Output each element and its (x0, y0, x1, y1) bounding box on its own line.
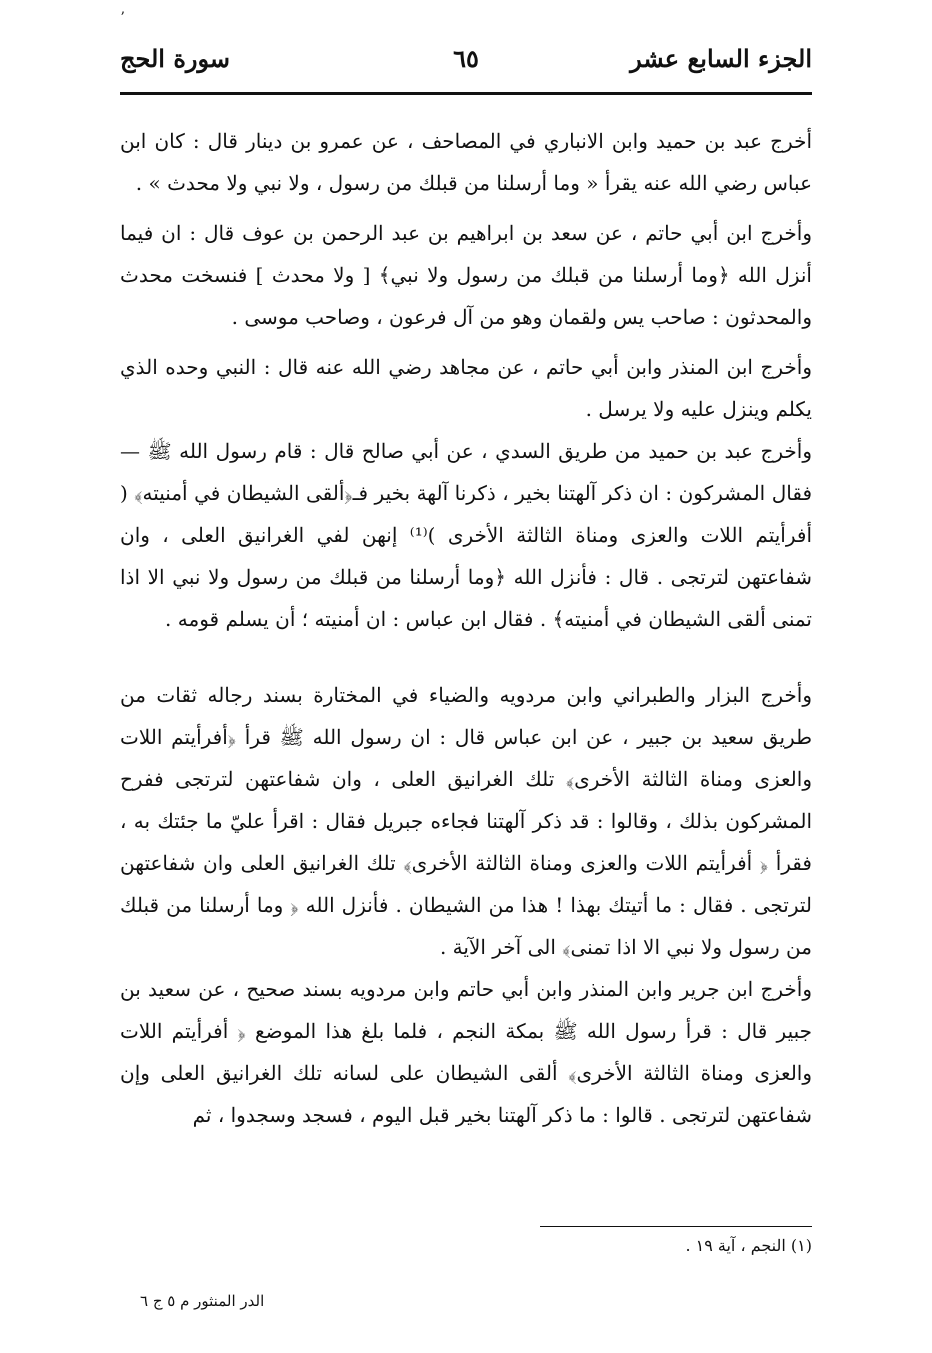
header-rule (120, 92, 812, 95)
footnote-rule (540, 1226, 812, 1227)
paragraph: وأخرج ابن المنذر وابن أبي حاتم ، عن مجاهد رضي الله عنه قال : النبي وحده الذي يكلم وينزل عليه ولا يرسل . (120, 355, 812, 421)
footnote: (١) النجم ، آية ١٩ . (685, 1236, 812, 1255)
page-number: ٦٥ (453, 44, 479, 73)
paragraph: وأخرج ابن جرير وابن المنذر وابن أبي حاتم وابن مردويه بسند صحيح ، عن سعيد بن جبير قال : قرأ رسول الله ﷺ بمكة النجم ، فلما بلغ هذا الموضع ﴿ أفرأيتم اللات والعزى ومناة الثالثة الأخرى﴾ ألقى الشيطان على لسانه تلك الغرانيق العلى وإن شفاعتهن لترتجى . قالوا : ما ذكر آلهتنا بخير قبل اليوم ، فسجد وسجدوا ، ثم (120, 977, 813, 1127)
paragraph: أخرج عبد بن حميد وابن الانباري في المصاحف ، عن عمرو بن دينار قال : كان ابن عباس رضي الله عنه يقرأ « وما أرسلنا من قبلك من رسول ، ولا نبي ولا محدث » . (120, 129, 812, 195)
paragraph: وأخرج البزار والطبراني وابن مردويه والضياء في المختارة بسند رجاله ثقات من طريق سعيد بن جبير ، عن ابن عباس قال : ان رسول الله ﷺ قرأ ﴿أفرأيتم اللات والعزى ومناة الثالثة الأخرى﴾ تلك الغرانيق العلى ، وان شفاعتهن لترتجى ففرح المشركون بذلك ، وقالوا : قد ذكر آلهتنا فجاءه جبريل فقال : اقرأ عليّ ما جئتك به ، فقرأ ﴿ أفرأيتم اللات والعزى ومناة الثالثة الأخرى﴾ تلك الغرانيق العلى وان شفاعتهن لترتجى . فقال : ما أتيتك بهذا ! هذا من الشيطان . فأنزل الله ﴿ وما أرسلنا من قبلك من رسول ولا نبي الا اذا تمنى﴾ الى آخر الآية . (120, 683, 812, 959)
scan-mark: ʼ (120, 10, 125, 26)
paragraph: وأخرج عبد بن حميد من طريق السدي ، عن أبي صالح قال : قام رسول الله ﷺ — فقال المشركون : ان ذكر آلهتنا بخير ، ذكرنا آلهة بخير فـ﴿ألقى الشيطان في أمنيته﴾ ( أفرأيتم اللات والعزى ومناة الثالثة الأخرى )⁽¹⁾ إنهن لفي الغرانيق العلى ، وان شفاعتهن لترتجى . قال : فأنزل الله ﴿وما أرسلنا من قبلك من رسول ولا نبي الا اذا تمنى ألقى الشيطان في أمنيته﴾ . فقال ابن عباس : ان أمنيته ؛ أن يسلم قومه . (120, 439, 812, 631)
paragraph: وأخرج ابن أبي حاتم ، عن سعد بن ابراهيم بن عبد الرحمن بن عوف قال : ان فيما أنزل الله ﴿وما أرسلنا من قبلك من رسول ولا نبي﴾ [ ولا محدث ] فنسخت محدث والمحدثون : صاحب يس ولقمان وهو من آل فرعون ، وصاحب موسى . (120, 221, 812, 329)
surah-label: سورة الحج (120, 44, 230, 73)
running-header (120, 38, 812, 82)
printer-signature: الدر المنثور م ٥ ج ٦ (140, 1292, 265, 1310)
main-text (120, 120, 812, 1136)
part-label: الجزء السابع عشر (630, 44, 812, 73)
